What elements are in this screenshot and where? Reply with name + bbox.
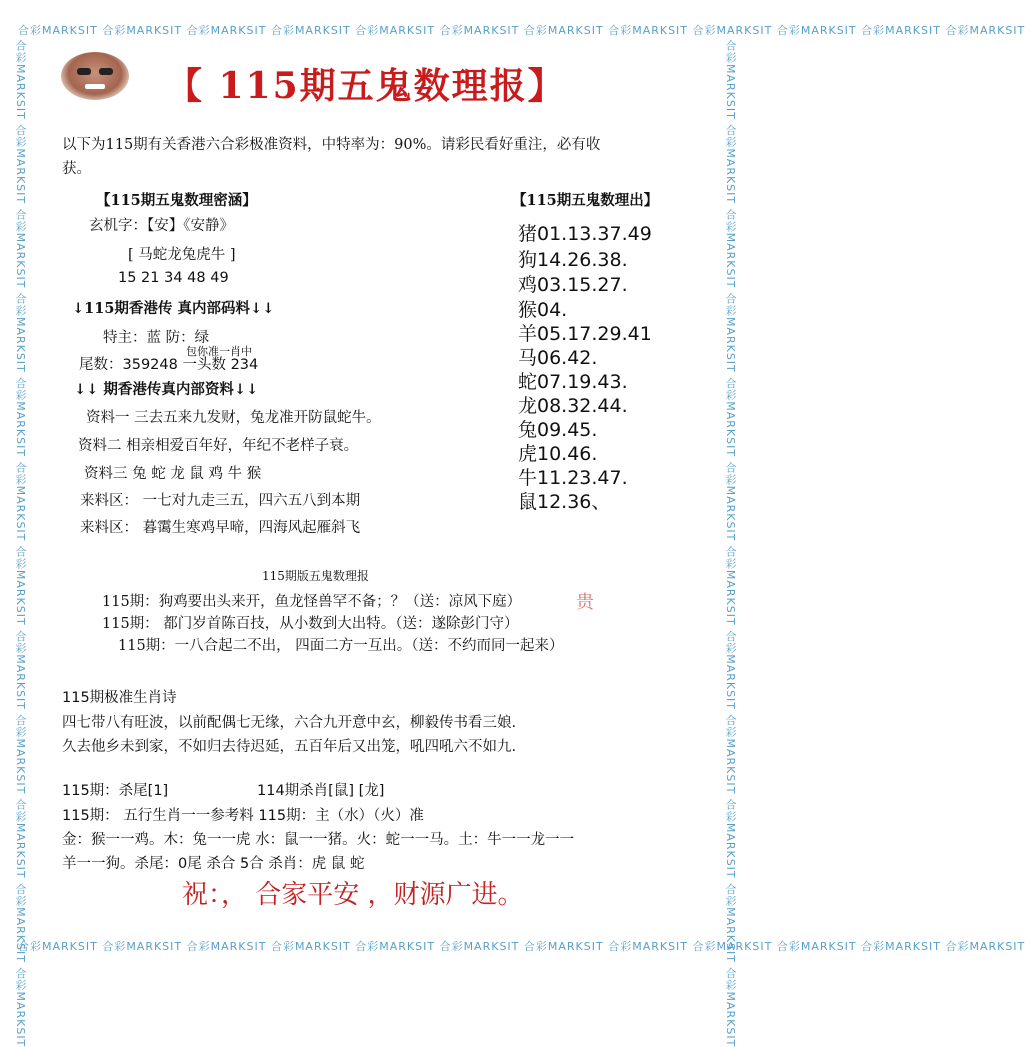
baoni-note: 包你准一肖中 bbox=[186, 345, 252, 358]
result-row: 猪01.13.37.49 bbox=[518, 223, 652, 245]
laoqu-1: 来料区： 一七对九走三五，四六五八到本期 bbox=[80, 493, 361, 509]
line-115-c: 115期：一八合起二不出， 四面二方一互出。（送：不约而同一起来） bbox=[118, 638, 564, 654]
watermark-top: 合彩MARKSIT 合彩MARKSIT 合彩MARKSIT 合彩MARKSIT 合彩MARKSIT 合彩MARKSIT 合彩MARKSIT 合彩MARKSIT 合彩MARKSIT 合彩MARKSIT 合彩MARKSIT 合彩MARKSIT bbox=[18, 24, 1025, 37]
result-row: 鸡03.15.27. bbox=[518, 274, 628, 296]
tezhu-line: 特主：蓝 防：绿 bbox=[103, 330, 210, 346]
watermark-right: 合彩MARKSIT 合彩MARKSIT 合彩MARKSIT 合彩MARKSIT 合彩MARKSIT 合彩MARKSIT 合彩MARKSIT 合彩MARKSIT 合彩MARKSIT 合彩MARKSIT 合彩MARKSIT 合彩MARKSIT bbox=[724, 40, 737, 1047]
avatar bbox=[61, 52, 129, 100]
shawei-line: 115期：杀尾[1] bbox=[62, 783, 169, 799]
neibu2-header: ↓↓ 期香港传真内部资料↓↓ bbox=[74, 381, 259, 398]
shaxiao-line: 114期杀肖[鼠] [龙] bbox=[257, 783, 385, 799]
blessing: 祝：， 合家平安 ，财源广进。 bbox=[182, 880, 524, 910]
avatar-eye-icon bbox=[77, 68, 91, 75]
line-115-a: 115期：狗鸡要出头来开，鱼龙怪兽罕不备；？（送：凉风下庭） bbox=[102, 594, 522, 610]
sub-title: 115期版五鬼数理报 bbox=[262, 569, 369, 583]
result-row: 牛11.23.47. bbox=[518, 467, 628, 489]
result-row: 蛇07.19.43. bbox=[518, 371, 628, 393]
result-row: 鼠12.36、 bbox=[518, 491, 611, 513]
laoqu-2: 来料区： 暮霭生寒鸡早啼，四海风起雁斜飞 bbox=[80, 520, 361, 536]
result-row: 羊05.17.29.41 bbox=[518, 323, 652, 345]
result-row: 龙08.32.44. bbox=[518, 395, 628, 417]
intro-line-2: 获。 bbox=[62, 161, 91, 177]
wuxing-line: 115期： 五行生肖一一参考料 115期：主（水）（火）准 bbox=[62, 808, 424, 824]
result-row: 狗14.26.38. bbox=[518, 249, 628, 271]
red-stamp-text: 贵 bbox=[573, 592, 594, 610]
avatar-mouth-icon bbox=[85, 84, 105, 89]
ziliao-3: 资料三 兔 蛇 龙 鼠 鸡 牛 猴 bbox=[84, 466, 262, 482]
numbers-line: 15 21 34 48 49 bbox=[118, 270, 229, 286]
poem-header: 115期极准生肖诗 bbox=[62, 690, 177, 706]
result-row: 兔09.45. bbox=[518, 419, 598, 441]
animals-line: [ 马蛇龙兔虎牛 ] bbox=[128, 247, 236, 263]
watermark-bottom: 合彩MARKSIT 合彩MARKSIT 合彩MARKSIT 合彩MARKSIT 合彩MARKSIT 合彩MARKSIT 合彩MARKSIT 合彩MARKSIT 合彩MARKSIT 合彩MARKSIT 合彩MARKSIT 合彩MARKSIT bbox=[18, 940, 1025, 953]
xuanji-line: 玄机字：【安】《安静》 bbox=[89, 218, 234, 234]
result-row: 马06.42. bbox=[518, 347, 598, 369]
watermark-left: 合彩MARKSIT 合彩MARKSIT 合彩MARKSIT 合彩MARKSIT 合彩MARKSIT 合彩MARKSIT 合彩MARKSIT 合彩MARKSIT 合彩MARKSIT 合彩MARKSIT 合彩MARKSIT 合彩MARKSIT bbox=[14, 40, 27, 1047]
ziliao-2: 资料二 相亲相爱百年好，年纪不老样子衰。 bbox=[78, 438, 359, 454]
secret-header: 【115期五鬼数理密涵】 bbox=[96, 192, 257, 209]
line-115-b: 115期： 都门岁首陈百技，从小数到大出特。（送：遂除彭门守） bbox=[102, 616, 519, 632]
result-header: 【115期五鬼数理出】 bbox=[512, 192, 659, 209]
result-row: 猴04. bbox=[518, 299, 568, 321]
page-title: 【 115期五鬼数理报】 bbox=[166, 65, 566, 107]
wuxing-line-2: 金：猴一一鸡。木：兔一一虎 水：鼠一一猪。火：蛇一一马。土：牛一一龙一一 bbox=[62, 832, 575, 848]
avatar-eye-icon bbox=[99, 68, 113, 75]
poem-line-1: 四七带八有旺波，以前配偶七无缘，六合九开意中玄，柳毅传书看三娘. bbox=[62, 715, 517, 731]
result-row: 虎10.46. bbox=[518, 443, 598, 465]
neibu-header: ↓115期香港传 真内部码料↓↓ bbox=[72, 300, 275, 317]
ziliao-1: 资料一 三去五来九发财，兔龙准开防鼠蛇牛。 bbox=[86, 410, 381, 426]
intro-line-1: 以下为115期有关香港六合彩极准资料，中特率为：90%。请彩民看好重注，必有收 bbox=[62, 137, 601, 153]
poem-line-2: 久去他乡未到家，不如归去待迟延，五百年后又出笼，吼四吼六不如九. bbox=[62, 739, 517, 755]
weishu-line: 尾数：359248 一头数 234 bbox=[79, 357, 259, 373]
wuxing-line-3: 羊一一狗。杀尾：0尾 杀合 5合 杀肖：虎 鼠 蛇 bbox=[62, 856, 365, 872]
